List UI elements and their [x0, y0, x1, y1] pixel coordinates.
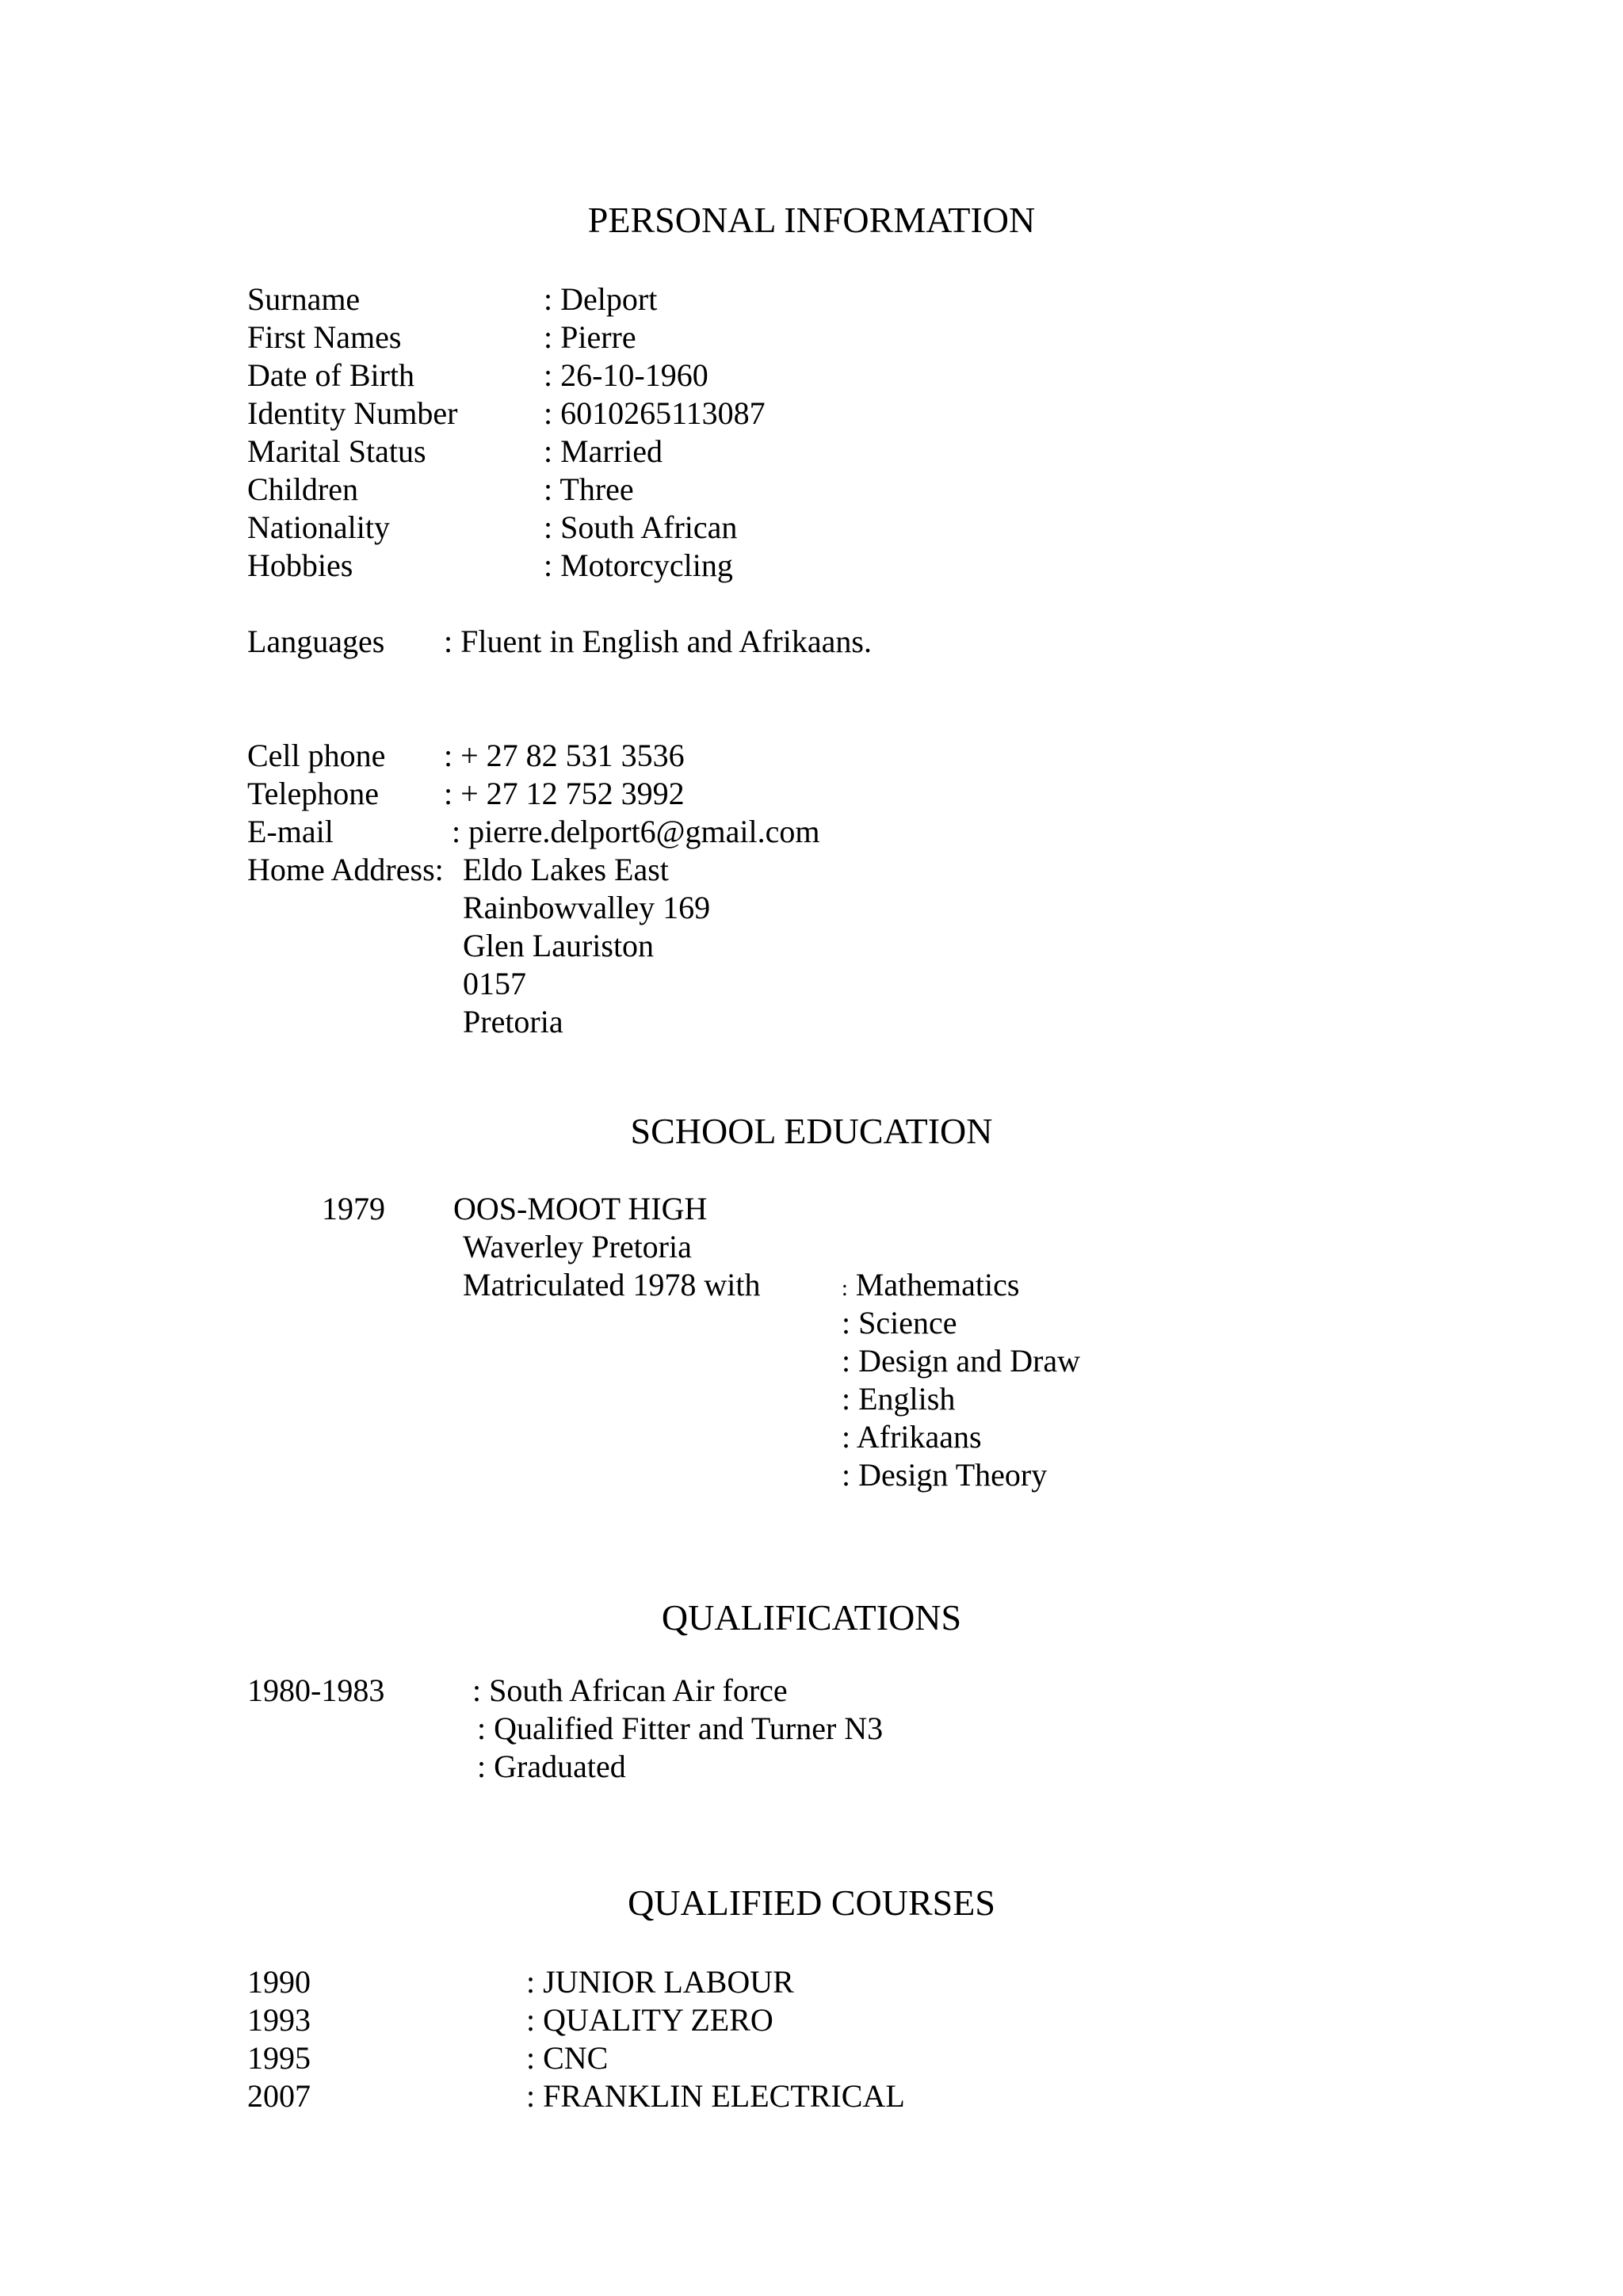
course-name: : FRANKLIN ELECTRICAL [526, 2078, 905, 2114]
school-name: OOS-MOOT HIGH [453, 1191, 708, 1226]
address-line: Eldo Lakes East [463, 852, 669, 887]
nationality-value: : South African [544, 509, 738, 545]
marital-status-label: Marital Status [247, 433, 426, 469]
languages-label: Languages [247, 624, 385, 659]
languages-value: : Fluent in English and Afrikaans. [444, 624, 872, 659]
children-value: : Three [544, 471, 634, 507]
school-location: Waverley Pretoria [463, 1229, 692, 1264]
subject-item: : Science [842, 1305, 957, 1341]
school-year: 1979 [322, 1191, 385, 1226]
qualified-courses-heading: QUALIFIED COURSES [628, 1882, 995, 1923]
course-name: : QUALITY ZERO [526, 2002, 773, 2038]
surname-value: : Delport [544, 281, 658, 317]
hobbies-value: : Motorcycling [544, 547, 733, 583]
course-name: : JUNIOR LABOUR [526, 1964, 794, 2000]
qualification-years: 1980-1983 [247, 1672, 385, 1708]
hobbies-label: Hobbies [247, 547, 353, 583]
qualification-line: : Graduated [477, 1749, 626, 1784]
home-address-label: Home Address: [247, 852, 444, 887]
nationality-label: Nationality [247, 509, 390, 545]
subject-item [842, 1266, 1019, 1308]
cell-phone-label: Cell phone [247, 738, 386, 773]
subject-name: Mathematics [855, 1267, 1020, 1302]
address-line: Pretoria [463, 1004, 563, 1039]
matriculated-text: Matriculated 1978 with [463, 1267, 761, 1302]
telephone-value: : + 27 12 752 3992 [444, 776, 685, 811]
course-year: 2007 [247, 2078, 311, 2114]
subject-item: : Afrikaans [842, 1419, 982, 1455]
date-of-birth-label: Date of Birth [247, 357, 415, 393]
address-line: 0157 [463, 966, 526, 1001]
identity-number-label: Identity Number [247, 395, 458, 431]
marital-status-value: : Married [544, 433, 663, 469]
subject-item: : Design Theory [842, 1457, 1048, 1493]
cell-phone-value: : + 27 82 531 3536 [444, 738, 685, 773]
qualification-line: : Qualified Fitter and Turner N3 [477, 1711, 884, 1746]
course-year: 1993 [247, 2002, 311, 2038]
course-year: 1995 [247, 2040, 311, 2076]
qualification-line: : South African Air force [472, 1672, 788, 1708]
subject-item: : Design and Draw [842, 1343, 1081, 1379]
school-education-heading: SCHOOL EDUCATION [630, 1111, 993, 1151]
personal-information-heading: PERSONAL INFORMATION [587, 200, 1036, 240]
children-label: Children [247, 471, 358, 507]
first-names-value: : Pierre [544, 319, 636, 355]
first-names-label: First Names [247, 319, 402, 355]
email-label: E-mail [247, 814, 334, 849]
address-line: Rainbowvalley 169 [463, 890, 711, 925]
identity-number-value: : 6010265113087 [544, 395, 766, 431]
address-line: Glen Lauriston [463, 928, 655, 963]
subject-colon: : [842, 1276, 848, 1301]
email-value: : pierre.delport6@gmail.com [452, 814, 820, 849]
telephone-label: Telephone [247, 776, 380, 811]
qualifications-heading: QUALIFICATIONS [661, 1597, 962, 1638]
surname-label: Surname [247, 281, 361, 317]
date-of-birth-value: : 26-10-1960 [544, 357, 708, 393]
course-year: 1990 [247, 1964, 311, 2000]
course-name: : CNC [526, 2040, 609, 2076]
subject-item: : English [842, 1381, 956, 1417]
